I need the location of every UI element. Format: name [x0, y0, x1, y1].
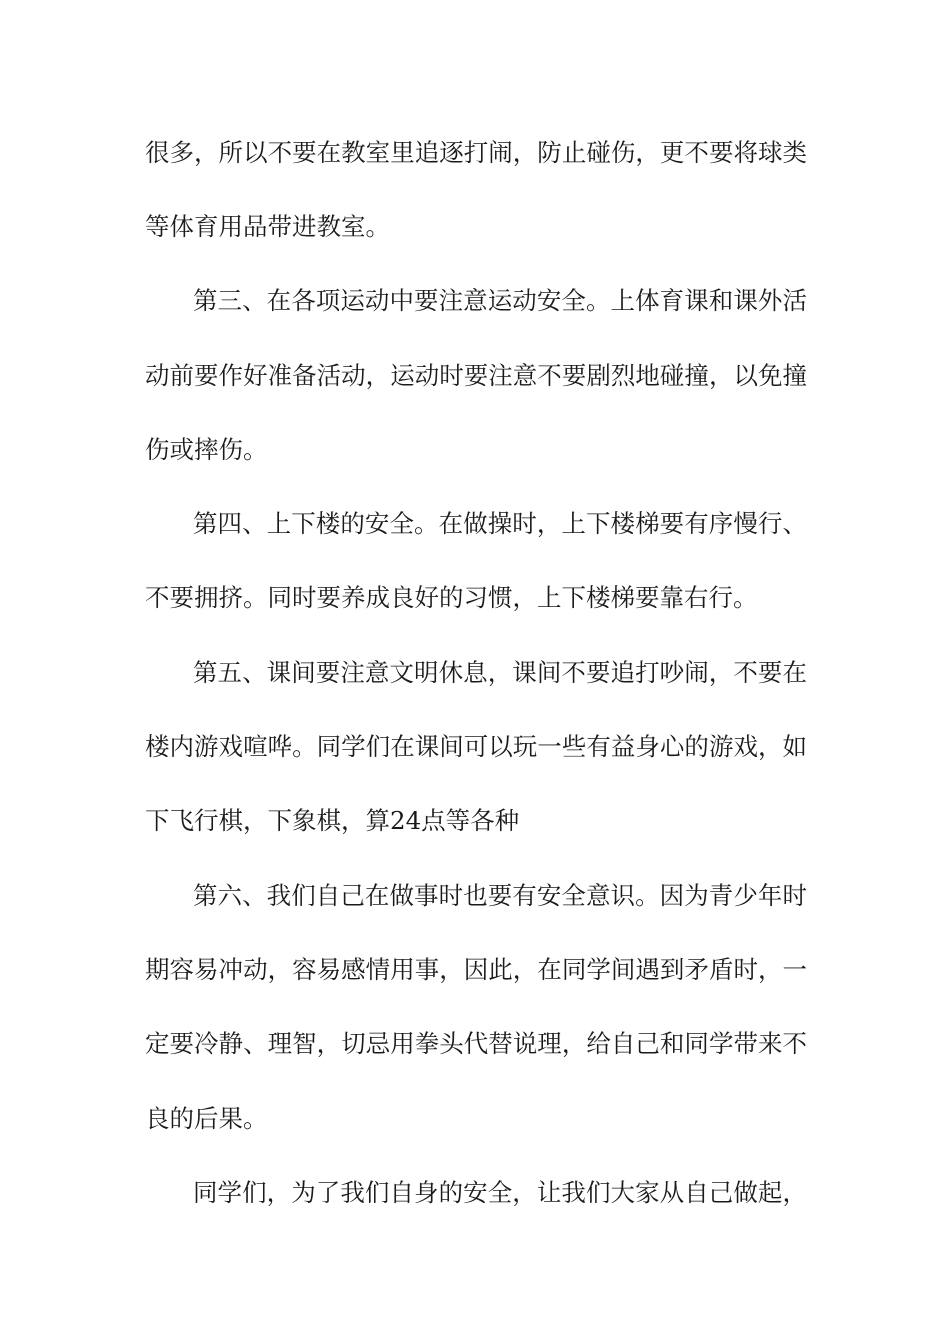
paragraph-5-line-1: 第五、课间要注意文明休息，课间不要追打吵闹，不要在 [193, 658, 807, 687]
text-line-2: 等体育用品带进教室。 [145, 212, 390, 241]
paragraph-6-line-1: 第六、我们自己在做事时也要有安全意识。因为青少年时 [193, 881, 807, 910]
paragraph-4-line-2: 不要拥挤。同时要养成良好的习惯，上下楼梯要靠右行。 [145, 583, 758, 612]
paragraph-6-line-4: 良的后果。 [145, 1104, 268, 1133]
paragraph-6-line-3: 定要冷静、理智，切忌用拳头代替说理，给自己和同学带来不 [145, 1029, 807, 1058]
paragraph-5-line-3: 下飞行棋，下象棋，算24点等各种 [145, 806, 520, 835]
paragraph-3-line-1: 第三、在各项运动中要注意运动安全。上体育课和课外活 [193, 286, 807, 315]
text-line-1: 很多，所以不要在教室里追逐打闹，防止碰伤，更不要将球类 [145, 138, 807, 167]
paragraph-7-line-1: 同学们，为了我们自身的安全，让我们大家从自己做起， [193, 1178, 807, 1207]
paragraph-4-line-1: 第四、上下楼的安全。在做操时，上下楼梯要有序慢行、 [193, 509, 807, 538]
paragraph-6-line-2: 期容易冲动，容易感情用事，因此，在同学间遇到矛盾时，一 [145, 955, 807, 984]
paragraph-3-line-2: 动前要作好准备活动，运动时要注意不要剧烈地碰撞，以免撞 [145, 361, 807, 390]
paragraph-5-line-2: 楼内游戏喧哗。同学们在课间可以玩一些有益身心的游戏，如 [145, 732, 807, 761]
paragraph-3-line-3: 伤或摔伤。 [145, 435, 268, 464]
